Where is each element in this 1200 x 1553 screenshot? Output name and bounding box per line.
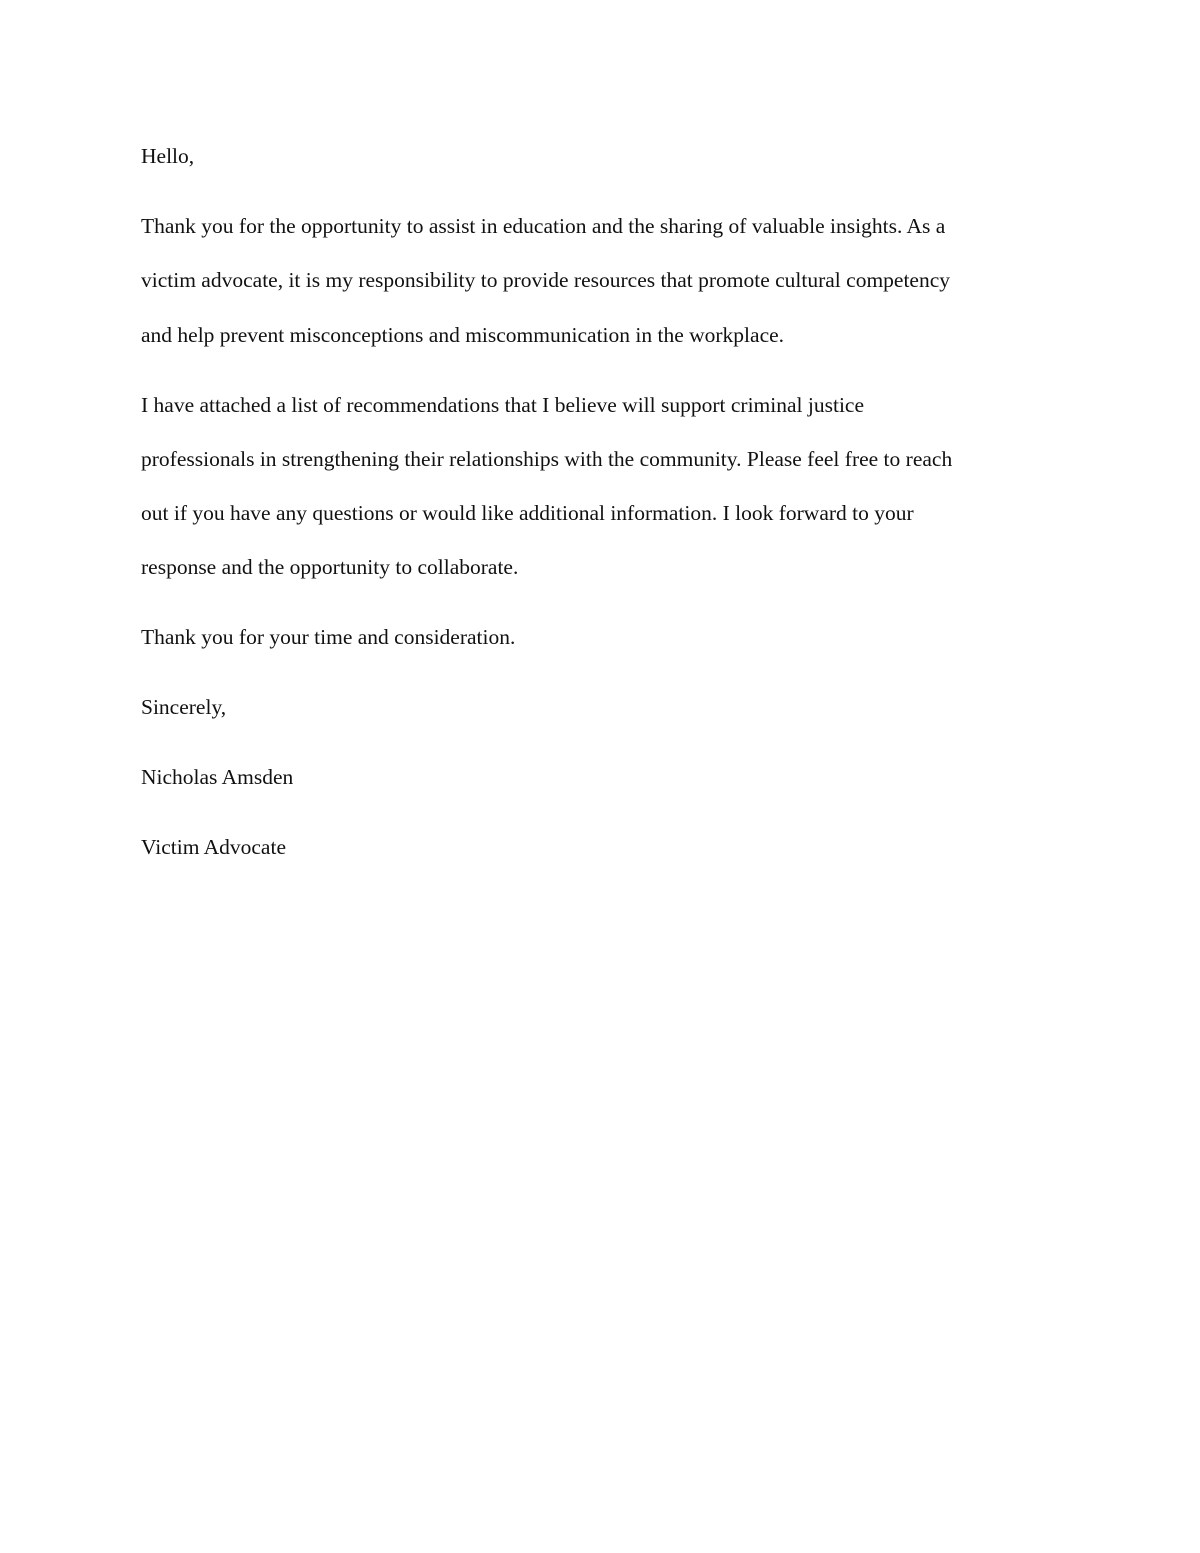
paragraph-recommendations bbox=[141, 391, 1041, 582]
paragraph-line: response and the opportunity to collaborate. bbox=[141, 555, 519, 580]
letter-body bbox=[141, 142, 1041, 861]
paragraph-line: I have attached a list of recommendations that I believe will support criminal justice bbox=[141, 392, 865, 417]
paragraph-line: and help prevent misconceptions and miscommunication in the workplace. bbox=[141, 322, 785, 347]
thanks-line: Thank you for your time and consideration. bbox=[141, 625, 516, 650]
closing: Sincerely, bbox=[141, 695, 227, 720]
signature-title: Victim Advocate bbox=[141, 835, 286, 860]
paragraph-line: out if you have any questions or would like additional information. I look forward to your bbox=[141, 501, 914, 526]
paragraph-intro bbox=[141, 212, 1041, 349]
paragraph-line: Thank you for the opportunity to assist in education and the sharing of valuable insights. As a bbox=[141, 214, 946, 238]
paragraph-line: professionals in strengthening their relationships with the community. Please feel free to reach bbox=[141, 446, 953, 471]
greeting: Hello, bbox=[141, 144, 195, 168]
paragraph-line: victim advocate, it is my responsibility to provide resources that promote cultural competency bbox=[141, 268, 951, 293]
signature-name: Nicholas Amsden bbox=[141, 765, 294, 790]
